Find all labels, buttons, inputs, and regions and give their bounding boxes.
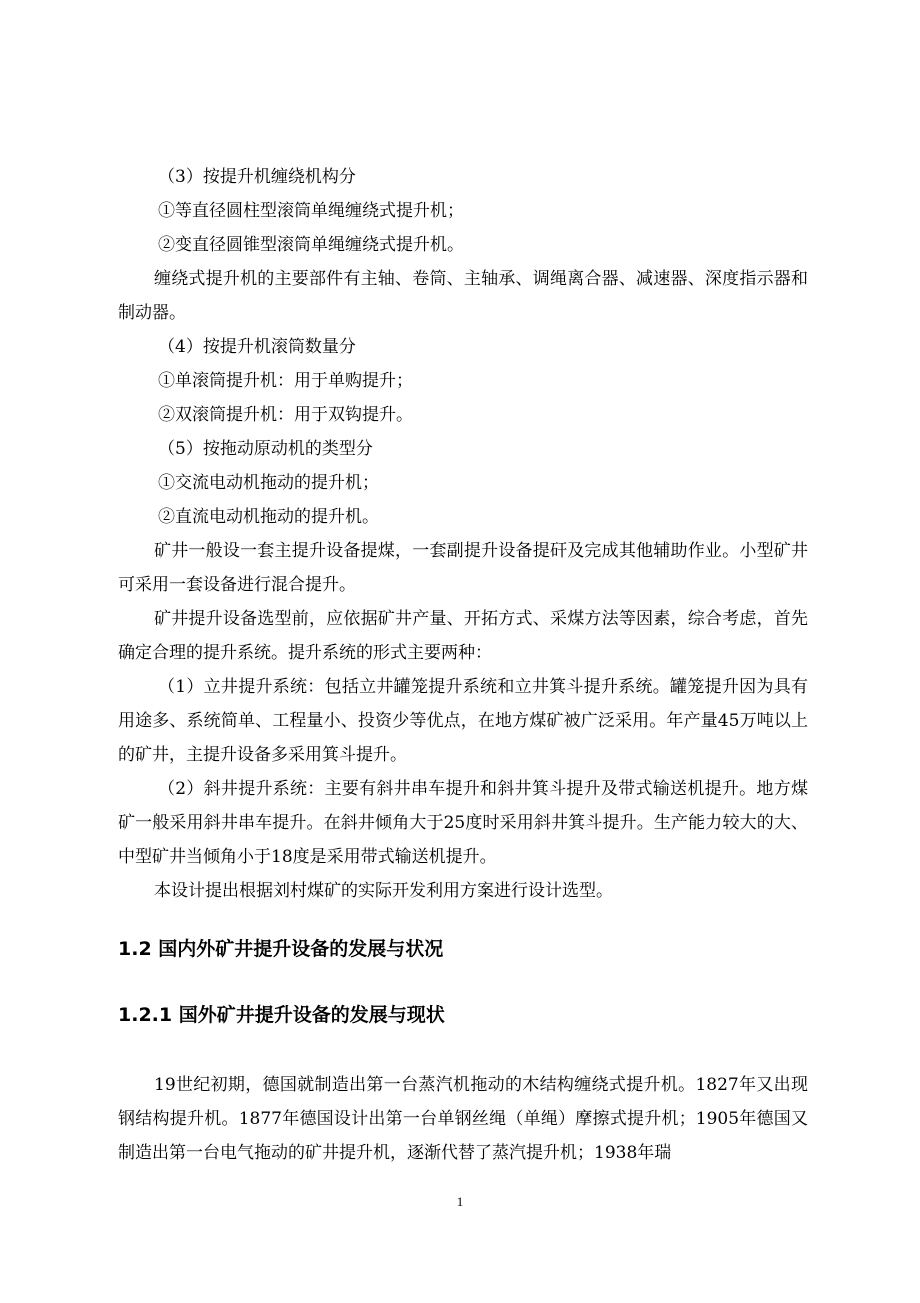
- paragraph-design: 本设计提出根据刘村煤矿的实际开发利用方案进行设计选型。: [154, 881, 613, 901]
- section-4-title: （4）按提升机滚筒数量分: [158, 337, 356, 357]
- section-3-title: （3）按提升机缠绕机构分: [158, 167, 356, 187]
- paragraph-mine-general: 矿井一般设一套主提升设备提煤，一套副提升设备提矸及完成其他辅助作业。小型矿井可采用一套设备进行混合提升。: [118, 541, 808, 595]
- paragraph-vertical-shaft: （1）立井提升系统：包括立井罐笼提升系统和立井箕斗提升系统。罐笼提升因为具有用途多、系统简单、工程量小、投资少等优点，在地方煤矿被广泛采用。年产量45万吨以上的矿井，主提升设备多采用箕斗提升。: [118, 677, 808, 765]
- section-3-item-1: ①等直径圆柱型滚筒单绳缠绕式提升机；: [158, 201, 464, 221]
- paragraph-selection: 矿井提升设备选型前，应依据矿井产量、开拓方式、采煤方法等因素，综合考虑，首先确定合理的提升系统。提升系统的形式主要两种：: [118, 609, 808, 663]
- section-4-item-1: ①单滚筒提升机：用于单购提升；: [158, 371, 413, 391]
- paragraph-inclined-shaft: （2）斜井提升系统：主要有斜井串车提升和斜井箕斗提升及带式输送机提升。地方煤矿一般采用斜井串车提升。在斜井倾角大于25度时采用斜井箕斗提升。生产能力较大的大、中型矿井当倾角小于18度是采用带式输送机提升。: [118, 779, 808, 867]
- section-5-item-1: ①交流电动机拖动的提升机；: [158, 473, 379, 493]
- section-4-item-2: ②双滚筒提升机：用于双钩提升。: [158, 405, 413, 425]
- page-content: [118, 160, 808, 1170]
- section-heading-1-2-1: 1.2.1 国外矿井提升设备的发展与现状: [118, 1004, 445, 1026]
- section-heading-1-2: 1.2 国内外矿井提升设备的发展与状况: [118, 938, 444, 960]
- section-3-item-2: ②变直径圆锥型滚筒单绳缠绕式提升机。: [158, 235, 464, 255]
- section-5-title: （5）按拖动原动机的类型分: [158, 439, 373, 459]
- paragraph-main-parts: 缠绕式提升机的主要部件有主轴、卷筒、主轴承、调绳离合器、减速器、深度指示器和制动器。: [118, 269, 808, 323]
- section-5-item-2: ②直流电动机拖动的提升机。: [158, 507, 379, 527]
- paragraph-history: 19世纪初期，德国就制造出第一台蒸汽机拖动的木结构缠绕式提升机。1827年又出现钢结构提升机。1877年德国设计出第一台单钢丝绳（单绳）摩擦式提升机；1905年德国又制造出第一台电气拖动的矿井提升机，逐渐代替了蒸汽提升机；1938年瑞: [118, 1075, 808, 1163]
- page-number: 1: [456, 1194, 464, 1209]
